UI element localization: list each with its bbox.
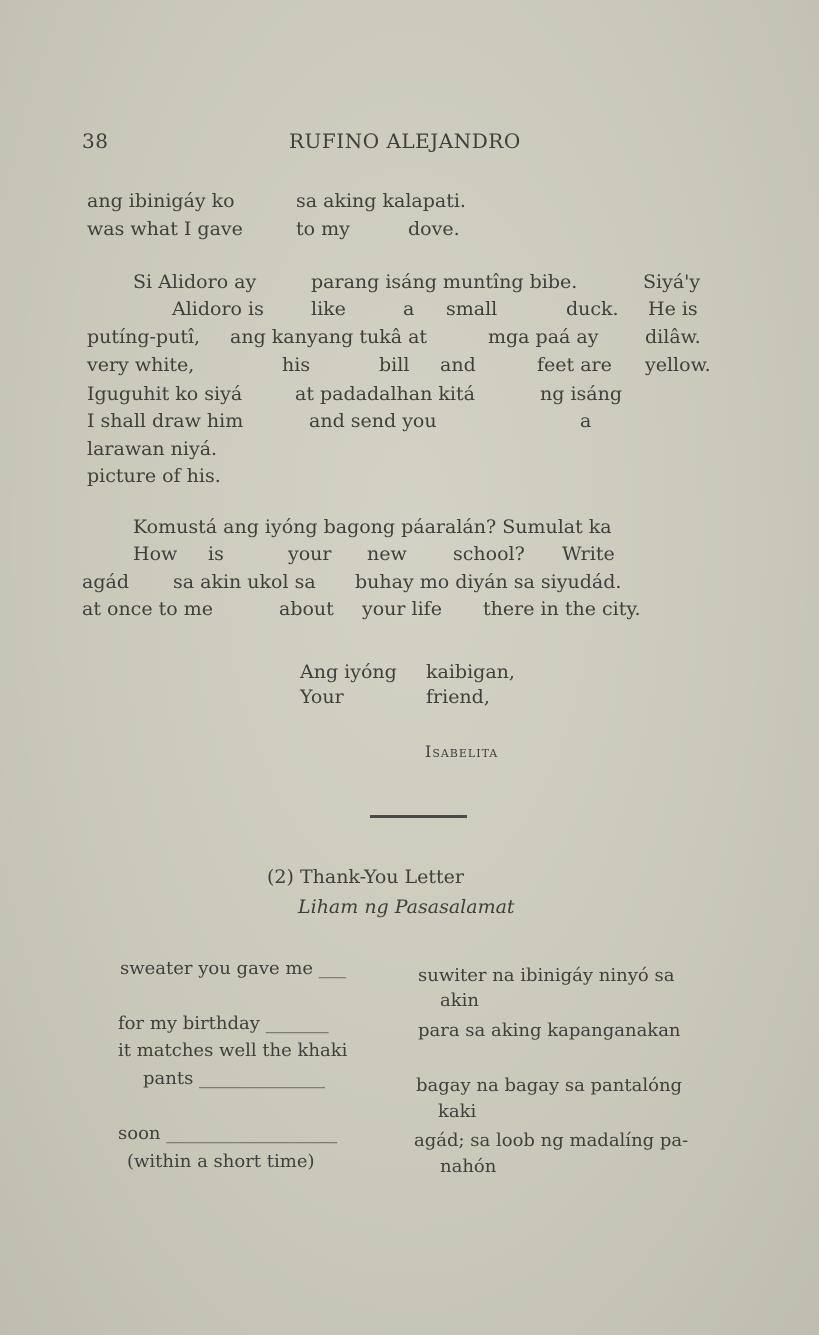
- letter-line-2-segment: was what I gave: [87, 218, 243, 240]
- closing-english-word: friend,: [426, 686, 490, 708]
- letter-line-2-segment: dove.: [408, 218, 460, 240]
- letter-line-13-segment: buhay mo diyán sa siyudád.: [355, 571, 622, 593]
- vocab-en-2: for my birthday _______: [118, 1013, 329, 1034]
- letter-line-8-segment: a: [580, 410, 592, 432]
- letter-line-3-segment: Siyá'y: [643, 271, 701, 293]
- letter-line-12-segment: Write: [562, 543, 615, 565]
- letter-line-12-segment: is: [208, 543, 224, 565]
- running-header: RUFINO ALEJANDRO: [289, 129, 521, 153]
- letter-line-6-segment: and: [440, 354, 476, 376]
- letter-line-13-segment: agád: [82, 571, 129, 593]
- vocab-tl-4: agád; sa loob ng madalíng pa-: [414, 1130, 689, 1151]
- vocab-tl-3: bagay na bagay sa pantalóng: [416, 1075, 683, 1096]
- signature: Isabelita: [425, 742, 499, 761]
- letter-line-8-segment: I shall draw him: [87, 410, 244, 432]
- letter-line-4-segment: small: [446, 298, 498, 320]
- letter-line-2-segment: to my: [296, 218, 350, 240]
- closing-tagalog: Ang iyóng: [300, 661, 397, 683]
- vocab-tl-4b: nahón: [440, 1156, 497, 1177]
- letter-line-12-segment: your: [288, 543, 332, 565]
- section-subtitle: Liham ng Pasasalamat: [298, 896, 515, 918]
- vocab-en-3: pants ______________: [143, 1068, 326, 1089]
- letter-line-6-segment: bill: [379, 354, 410, 376]
- vocab-en-2b: it matches well the khaki: [118, 1040, 348, 1061]
- vocab-tl-1: suwiter na ibinigáy ninyó sa: [418, 965, 675, 986]
- letter-line-3-segment: Si Alidoro ay: [133, 271, 257, 293]
- letter-line-14-segment: at once to me: [82, 598, 213, 620]
- section-title: (2) Thank-You Letter: [267, 866, 465, 888]
- letter-line-1-segment: ang ibinigáy ko: [87, 190, 235, 212]
- section-divider: [370, 815, 467, 818]
- vocab-tl-2: para sa aking kapanganakan: [418, 1020, 681, 1041]
- letter-line-9-segment: larawan niyá.: [87, 438, 218, 460]
- letter-line-11-segment: Komustá ang iyóng bagong páaralán? Sumulat ka: [133, 516, 612, 538]
- letter-line-6-segment: yellow.: [645, 354, 711, 376]
- letter-line-7-segment: ng isáng: [540, 383, 622, 405]
- letter-line-4-segment: a: [403, 298, 415, 320]
- letter-line-14-segment: your life: [362, 598, 442, 620]
- letter-line-12-segment: How: [133, 543, 178, 565]
- vocab-en-4b: (within a short time): [127, 1151, 315, 1172]
- letter-line-6-segment: his: [282, 354, 311, 376]
- page-number: 38: [82, 129, 109, 153]
- letter-line-1-segment: sa aking kalapati.: [296, 190, 466, 212]
- letter-line-5-segment: mga paá ay: [488, 326, 599, 348]
- letter-line-6-segment: very white,: [87, 354, 195, 376]
- letter-line-12-segment: school?: [453, 543, 525, 565]
- letter-line-12-segment: new: [367, 543, 407, 565]
- letter-line-5-segment: putíng-putî,: [87, 326, 201, 348]
- closing-english: Your: [300, 686, 344, 708]
- vocab-tl-1b: akin: [440, 990, 479, 1011]
- letter-line-3-segment: parang isáng muntîng bibe.: [311, 271, 578, 293]
- letter-line-7-segment: Iguguhit ko siyá: [87, 383, 243, 405]
- letter-line-13-segment: sa akin ukol sa: [173, 571, 316, 593]
- vocab-en-1: sweater you gave me ___: [120, 958, 346, 979]
- letter-line-8-segment: and send you: [309, 410, 437, 432]
- closing-tagalog-word: kaibigan,: [426, 661, 515, 683]
- letter-line-4-segment: Alidoro is: [172, 298, 264, 320]
- vocab-tl-3b: kaki: [438, 1101, 477, 1122]
- letter-line-5-segment: dilâw.: [645, 326, 701, 348]
- vocab-en-4: soon ___________________: [118, 1123, 338, 1144]
- letter-line-14-segment: about: [279, 598, 334, 620]
- letter-line-4-segment: He is: [648, 298, 698, 320]
- letter-line-4-segment: duck.: [566, 298, 619, 320]
- letter-line-5-segment: ang kanyang tukâ at: [230, 326, 428, 348]
- letter-line-7-segment: at padadalhan kitá: [295, 383, 475, 405]
- letter-line-6-segment: feet are: [537, 354, 612, 376]
- letter-line-14-segment: there in the city.: [483, 598, 641, 620]
- letter-line-4-segment: like: [311, 298, 346, 320]
- letter-line-10-segment: picture of his.: [87, 465, 221, 487]
